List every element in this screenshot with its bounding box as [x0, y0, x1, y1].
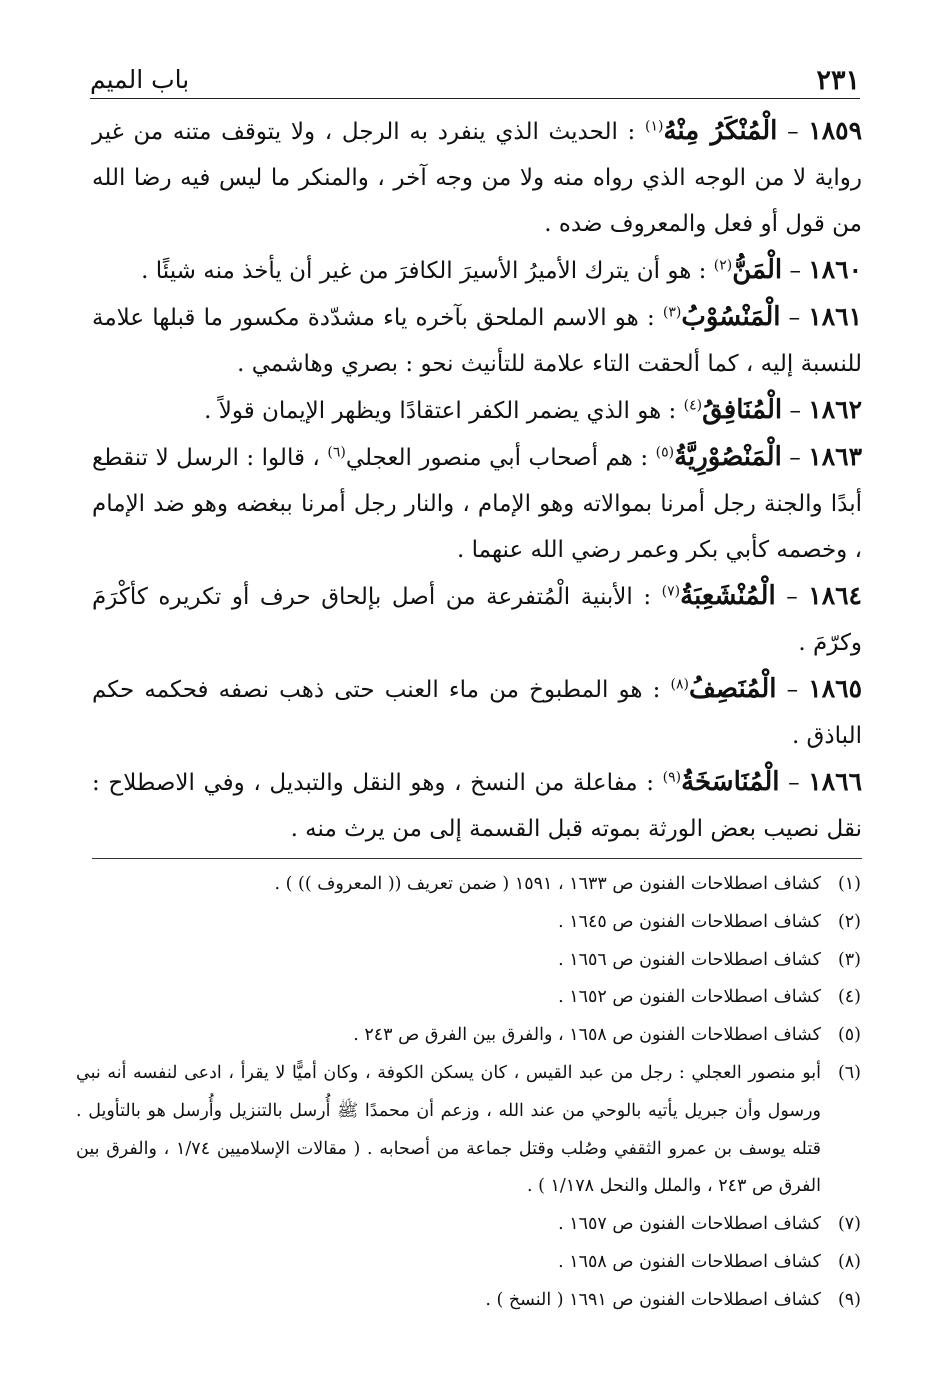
footnote-ref: (١)	[645, 118, 664, 135]
page-number: ٢٣١	[816, 65, 860, 96]
entry-number: ١٨٦٣	[808, 442, 862, 471]
entry-text: : هو المطبوخ من ماء العنب حتى ذهب نصفه فحكمه حكم الباذق .	[92, 677, 862, 749]
footnote-ref: (٤)	[683, 397, 703, 414]
footnotes	[76, 866, 861, 1320]
footnote-7	[76, 1206, 861, 1244]
footnote-text: أبو منصور العجلي : رجل من عبد القيس ، كان يسكن الكوفة ، وكان أميًّا لا يقرأ ، ادعى لنفسه أنه نبي ورسول وأن جبريل يأتيه بالوحي من عند الله ، وزعم أن محمدًا ﷺ أُرسل بالتنزيل وأُرسل هو بالتأويل . قتله يوسف بن عمرو الثقفي وصُلب وقتل جماعة من أصحابه . ( مقالات الإسلاميين ١/٧٤ ، والفرق بين الفرق ص ٢٤٣ ، والملل والنحل ١/١٧٨ ) .	[76, 1062, 821, 1197]
entry-term: الْمَنْصُوْرِيَّةُ	[674, 442, 782, 472]
entry-text: : هو الذي يضمر الكفر اعتقادًا ويظهر الإيمان قولاً .	[204, 398, 677, 424]
entry-1860: ١٨٦٠ – الْمَنُّ$^{(٢)}$ : هو أن يترك الأميرُ الأسيرَ الكافرَ من غير أن يأخذ منه شيئًا .	[141, 255, 862, 285]
entry-number: ١٨٥٩	[808, 116, 862, 145]
entry-1859: ١٨٥٩ – الْمُنْكَرُ مِنْهُ$^{(١)}$ : الحديث الذي ينفرد به الرجل ، ولا يتوقف متنه من غير رواية لا من الوجه الذي رواه منه ولا من وجه آخر ، والمنكر ما ليس فيه رضا الله من قول أو فعل والمعروف ضده .	[92, 116, 862, 237]
footnote-ref: (٧)	[661, 583, 681, 600]
entry-text: : الأبنية الْمُتفرعة من أصل بإلحاق حرف أو تكريره كأكْرَمَ وكرّمَ .	[92, 584, 862, 656]
entry-text: : مفاعلة من النسخ ، وهو النقل والتبديل ، وفي الاصطلاح : نقل نصيب بعض الورثة بموته قبل القسمة إلى من يرث منه .	[92, 770, 862, 842]
footnote-text: كشاف اصطلاحات الفنون ص ١٦٩١ ( النسخ ) .	[485, 1289, 821, 1310]
entry-number: ١٨٦٥	[808, 674, 863, 703]
footnote-4	[76, 979, 861, 1017]
entry-1863: ١٨٦٣ – الْمَنْصُوْرِيَّةُ$^{(٥)}$ : هم أصحاب أبي منصور العجلي$^{(٦)}$ ، قالوا : الرسل لا تنقطع أبدًا والجنة رجل أمرنا بموالاته وهو الإمام ، والنار رجل أمرنا ببغضه وهو ضد الإمام ، وخصمه كأبي بكر وعمر رضي الله عنهما .	[92, 442, 862, 563]
footnote-number: (٨)	[837, 1251, 861, 1272]
entry-1866: ١٨٦٦ – الْمُنَاسَخَةُ$^{(٩)}$ : مفاعلة من النسخ ، وهو النقل والتبديل ، وفي الاصطلاح : نقل نصيب بعض الورثة بموته قبل القسمة إلى من يرث منه .	[92, 767, 863, 842]
footnote-number: (٧)	[837, 1214, 861, 1235]
footnote-ref: (٨)	[670, 676, 690, 693]
footnote-5	[76, 1017, 861, 1055]
entry-number: ١٨٦٠	[808, 255, 862, 284]
entry-term: الْمُنْكَرُ مِنْهُ	[663, 116, 778, 146]
entry-1862: ١٨٦٢ – الْمُنَافِقُ$^{(٤)}$ : هو الذي يضمر الكفر اعتقادًا ويظهر الإيمان قولاً .	[204, 395, 862, 425]
entry-text: : هو الاسم الملحق بآخره ياء مشدّدة مكسور ما قبلها علامة للنسبة إليه ، كما ألحقت التاء علامة للتأنيث نحو : بصري وهاشمي .	[92, 305, 862, 377]
entry-text: : الحديث الذي ينفرد به الرجل ، ولا يتوقف متنه من غير رواية لا من الوجه الذي رواه منه ولا من وجه آخر ، والمنكر ما ليس فيه رضا الله من قول أو فعل والمعروف ضده .	[92, 119, 862, 237]
entry-term: الْمَنْسُوْبُ	[681, 302, 781, 332]
entry-text: : هم أصحاب أبي منصور العجلي	[345, 445, 649, 471]
entry-term: الْمُنْشَعِبَةُ	[680, 581, 776, 611]
footnote-number: (٩)	[837, 1289, 861, 1310]
footnote-number: (٦)	[837, 1062, 861, 1083]
entry-term: الْمُنَاسَخَةُ	[681, 767, 780, 797]
footnote-number: (٤)	[837, 987, 861, 1008]
footnote-text: كشاف اصطلاحات الفنون ص ١٦٥٢ .	[558, 987, 821, 1008]
footnote-divider	[92, 858, 862, 859]
footnote-text: كشاف اصطلاحات الفنون ص ١٦٥٧ .	[558, 1214, 821, 1235]
footnote-2	[76, 904, 861, 942]
footnote-ref: (٩)	[662, 769, 682, 786]
entry-1865: ١٨٦٥ – الْمُنَصِفُ$^{(٨)}$ : هو المطبوخ من ماء العنب حتى ذهب نصفه فحكمه حكم الباذق .	[92, 674, 863, 749]
footnote-text: كشاف اصطلاحات الفنون ص ١٦٥٨ ، والفرق بين الفرق ص ٢٤٣ .	[353, 1025, 821, 1046]
footnote-text: كشاف اصطلاحات الفنون ص ١٦٥٦ .	[558, 949, 821, 970]
entry-number: ١٨٦١	[808, 302, 863, 331]
entry-term: الْمُنَصِفُ	[689, 674, 777, 704]
footnote-number: (١)	[837, 874, 861, 894]
footnote-ref: (٦)	[327, 444, 346, 461]
footnote-9	[76, 1282, 861, 1320]
footnote-8	[76, 1244, 861, 1282]
footnote-1	[76, 866, 861, 904]
entry-text-continued: ، قالوا : الرسل لا تنقطع أبدًا والجنة رجل أمرنا بموالاته وهو الإمام ، والنار رجل أمرنا ببغضه وهو ضد الإمام ، وخصمه كأبي بكر وعمر رضي الله عنهما .	[92, 445, 862, 563]
entry-text: : هو أن يترك الأميرُ الأسيرَ الكافرَ من غير أن يأخذ منه شيئًا .	[141, 258, 707, 284]
entry-1861: ١٨٦١ – الْمَنْسُوْبُ$^{(٣)}$ : هو الاسم الملحق بآخره ياء مشدّدة مكسور ما قبلها علامة للنسبة إليه ، كما ألحقت التاء علامة للتأنيث نحو : بصري وهاشمي .	[92, 302, 863, 377]
footnote-text: كشاف اصطلاحات الفنون ص ١٦٤٥ .	[558, 911, 821, 932]
footnote-3	[76, 942, 861, 980]
page-header	[90, 58, 860, 99]
footnote-number: (٢)	[837, 911, 861, 932]
footnote-ref: (٢)	[713, 257, 733, 274]
footnote-number: (٥)	[837, 1025, 861, 1046]
entry-number: ١٨٦٢	[808, 395, 862, 424]
footnote-text: كشاف اصطلاحات الفنون ص ١٦٣٣ ، ١٥٩١ ( ضمن تعريف (( المعروف )) ) .	[274, 874, 821, 894]
footnote-6	[76, 1055, 861, 1206]
entry-term: الْمُنَافِقُ	[702, 395, 783, 425]
section-title: باب الميم	[90, 65, 190, 94]
entry-1864: ١٨٦٤ – الْمُنْشَعِبَةُ$^{(٧)}$ : الأبنية الْمُتفرعة من أصل بإلحاق حرف أو تكريره كأكْرَمَ وكرّمَ .	[92, 581, 862, 656]
entry-term: الْمَنُّ	[732, 255, 783, 285]
entry-number: ١٨٦٦	[808, 767, 863, 796]
entry-number: ١٨٦٤	[808, 581, 862, 610]
footnote-ref: (٥)	[655, 444, 675, 461]
main-text	[92, 108, 862, 852]
footnote-text: كشاف اصطلاحات الفنون ص ١٦٥٨ .	[558, 1251, 821, 1272]
footnote-number: (٣)	[837, 949, 861, 970]
footnote-ref: (٣)	[662, 304, 682, 321]
